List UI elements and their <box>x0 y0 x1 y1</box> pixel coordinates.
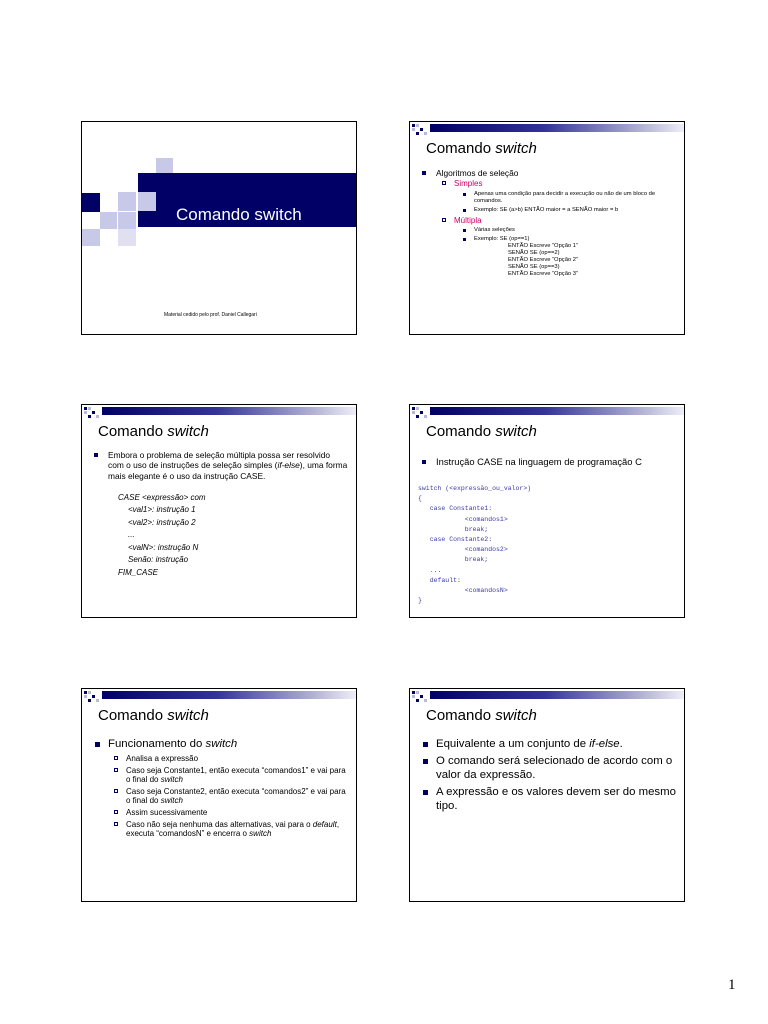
list-item: Funcionamento do switch <box>92 737 348 751</box>
list-subsubitem: Apenas uma condição para decidir a execução ou não de um bloco de comandos. <box>420 191 676 205</box>
list-item: Embora o problema de seleção múltipla possa ser resolvido com o uso de instruções de seleção simples (if-else), uma forma mais elegante é o uso da instrução CASE. <box>92 450 348 481</box>
list-subitem: Assim sucessivamente <box>92 808 348 818</box>
slide-funcionamento <box>81 688 357 902</box>
credit-text: Material cedido pelo prof. Daniel Callegari <box>164 312 257 318</box>
slide-title-text: Comando switch <box>98 707 209 724</box>
slide-body <box>92 450 348 579</box>
case-line: <valN>: instrução N <box>128 542 199 552</box>
slide-title-text: Comando switch <box>426 140 537 157</box>
decor-square <box>118 212 136 229</box>
list-subitem: Caso seja Constante2, então executa “comandos2” e vai para o final do switch <box>92 787 348 806</box>
list-subitem: Analisa a expressão <box>92 754 348 764</box>
case-line: Senão: instrução <box>128 555 189 565</box>
list-subitem: Caso não seja nenhuma das alternativas, vai para o default, executa “comandosN” e encerra o switch <box>92 820 348 839</box>
slide-header-decoration <box>82 405 357 419</box>
slide-body <box>420 737 676 816</box>
slide-header-decoration <box>82 689 357 703</box>
slide-body <box>420 457 676 468</box>
decor-square <box>82 229 100 246</box>
code-block: switch (<expressão_ou_valor>) { case Constante1: <comandos1> break; case Constante2: <comandos2> break; ... default: <comandosN> } <box>418 485 532 605</box>
decor-square-dark <box>82 193 100 212</box>
list-subsubitem: Várias seleções <box>420 227 676 234</box>
page-number: 1 <box>728 977 736 993</box>
slide-case <box>81 404 357 618</box>
case-line: CASE <expressão> com <box>118 492 206 502</box>
slide-header-decoration <box>410 405 685 419</box>
slide-header-decoration <box>410 122 685 136</box>
list-subsubitem: Exemplo: SE (a>b) ENTÃO maior = a SENÃO maior = b <box>420 207 676 214</box>
slide-algoritmos <box>409 121 685 335</box>
slide-body <box>92 737 348 839</box>
slide-title-text: Comando switch <box>98 423 209 440</box>
list-subitem: Simples <box>420 179 676 189</box>
decor-square <box>100 212 117 229</box>
decor-square <box>118 192 136 211</box>
slide-body <box>420 168 676 280</box>
slide-header-decoration <box>410 689 685 703</box>
list-item: Equivalente a um conjunto de if-else. <box>420 737 676 751</box>
list-item: Instrução CASE na linguagem de programação C <box>420 457 676 467</box>
case-line: ... <box>128 530 135 540</box>
list-subitem: Caso seja Constante1, então executa “comandos1” e vai para o final do switch <box>92 766 348 785</box>
list-subsubitem-example: Exemplo: SE (op==1) ENTÃO Escreve “Opção 1” SENÃO SE (op==2) ENTÃO Escreve “Opção 2” SENÃO SE (op==3) ENTÃO Escreve “Opção 3” <box>420 236 676 278</box>
slide-c-switch <box>409 404 685 618</box>
case-line: <val1>: instrução 1 <box>128 505 196 515</box>
decor-square <box>118 229 136 246</box>
decor-square <box>138 192 156 211</box>
list-item: A expressão e os valores devem ser do mesmo tipo. <box>420 785 676 813</box>
case-line: FIM_CASE <box>118 567 159 577</box>
list-item: Algoritmos de seleção <box>420 168 676 178</box>
slide-title <box>81 121 357 335</box>
list-item: O comando será selecionado de acordo com o valor da expressão. <box>420 754 676 782</box>
slide-title-text: Comando switch <box>426 423 537 440</box>
decor-square <box>156 158 173 174</box>
case-line: <val2>: instrução 2 <box>128 517 196 527</box>
list-subitem: Múltipla <box>420 216 676 226</box>
slide-title-text: Comando switch <box>426 707 537 724</box>
slide-equivalente <box>409 688 685 902</box>
slide-main-title: Comando switch <box>176 205 302 224</box>
